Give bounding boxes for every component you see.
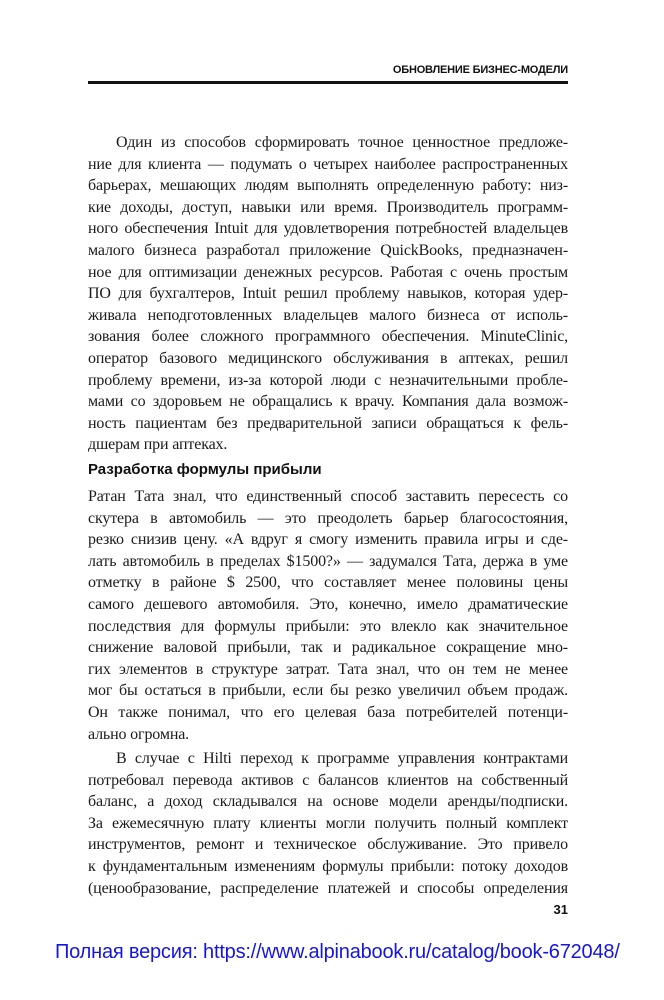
text-line: отметку в районе $ 2500, что составляет менее половины цены xyxy=(88,574,568,592)
text-line: ПО для бухгалтеров, Intuit решил проблему навыков, которая удер- xyxy=(88,285,568,303)
text-line: скутера в автомобиль — это преодолеть барьер благосостояния, xyxy=(88,509,568,527)
text-line: барьерах, мешающих людям выполнять определенную работу: низ- xyxy=(88,177,568,195)
running-head: ОБНОВЛЕНИЕ БИЗНЕС-МОДЕЛИ xyxy=(392,64,568,76)
text-line: проблему времени, из-за которой люди с незначительными пробле- xyxy=(88,371,568,389)
text-line: малого бизнеса разработал приложение QuickBooks, предназначен- xyxy=(88,241,568,259)
paragraph-2 xyxy=(88,486,568,745)
text-line: (ценообразование, распределение платежей и способы определения xyxy=(88,879,568,897)
text-line: зования более сложного программного обеспечения. MinuteClinic, xyxy=(88,328,568,346)
text-line: живала неподготовленных владельцев малого бизнеса от исполь- xyxy=(88,306,568,324)
text-line: инструментов, ремонт и техническое обслуживание. Это привело xyxy=(88,836,568,854)
text-line: Один из способов сформировать точное ценностное предложе- xyxy=(116,134,568,151)
page-number: 31 xyxy=(553,902,568,917)
text-line: потребовал перевода активов с балансов клиентов на собственный xyxy=(88,771,568,789)
text-line: ние для клиента — подумать о четырех наиболее распространенных xyxy=(88,155,568,173)
paragraph-3 xyxy=(88,748,568,899)
text-line: Ратан Тата знал, что единственный способ заставить пересесть со xyxy=(88,488,568,505)
text-line: баланс, а доход складывался на основе модели аренды/подписки. xyxy=(88,793,568,811)
text-line: мог бы остаться в прибыли, если бы резко увеличил объем продаж. xyxy=(88,682,568,700)
paragraph-1 xyxy=(88,132,568,456)
text-line: Он также понимал, что его целевая база потребителей потенци- xyxy=(88,703,568,721)
full-version-link[interactable]: Полная версия: https://www.alpinabook.ru/catalog/book-672048/ xyxy=(55,941,620,963)
text-line: резко снизив цену. «А вдруг я смогу изменить правила игры и сде- xyxy=(88,531,568,549)
text-line: ность пациентам без предварительной записи обращаться к фель- xyxy=(88,414,568,432)
text-line: В случае с Hilti переход к программе управления контрактами xyxy=(116,750,568,767)
text-line: самого дешевого автомобиля. Это, конечно, имело драматические xyxy=(88,595,568,613)
text-line: ально огромна. xyxy=(88,725,190,743)
text-line: оператор базового медицинского обслуживания в аптеках, решил xyxy=(88,349,568,367)
text-line: снижение валовой прибыли, так и радикальное сокращение мно- xyxy=(88,639,568,657)
text-line: последствия для формулы прибыли: это влекло как значительное xyxy=(88,617,568,635)
text-line: ного обеспечения Intuit для удовлетворения потребностей владельцев xyxy=(88,220,568,238)
text-line: ное для оптимизации денежных ресурсов. Работая с очень простым xyxy=(88,263,568,281)
text-line: дшерам при аптеках. xyxy=(88,436,228,454)
header-rule xyxy=(88,81,568,84)
text-line: гих элементов в структуре затрат. Тата знал, что он тем не менее xyxy=(88,660,568,678)
section-heading: Разработка формулы прибыли xyxy=(88,461,322,478)
text-line: к фундаментальным изменениям формулы прибыли: потоку доходов xyxy=(88,857,568,875)
text-line: кие доходы, доступ, навыки или время. Производитель программ- xyxy=(88,198,568,216)
text-line: лать автомобиль в пределах $1500?» — задумался Тата, держа в уме xyxy=(88,552,568,570)
text-line: мами со здоровьем не обращались к врачу. Компания дала возмож- xyxy=(88,393,568,411)
text-line: За ежемесячную плату клиенты могли получить полный комплект xyxy=(88,814,568,832)
